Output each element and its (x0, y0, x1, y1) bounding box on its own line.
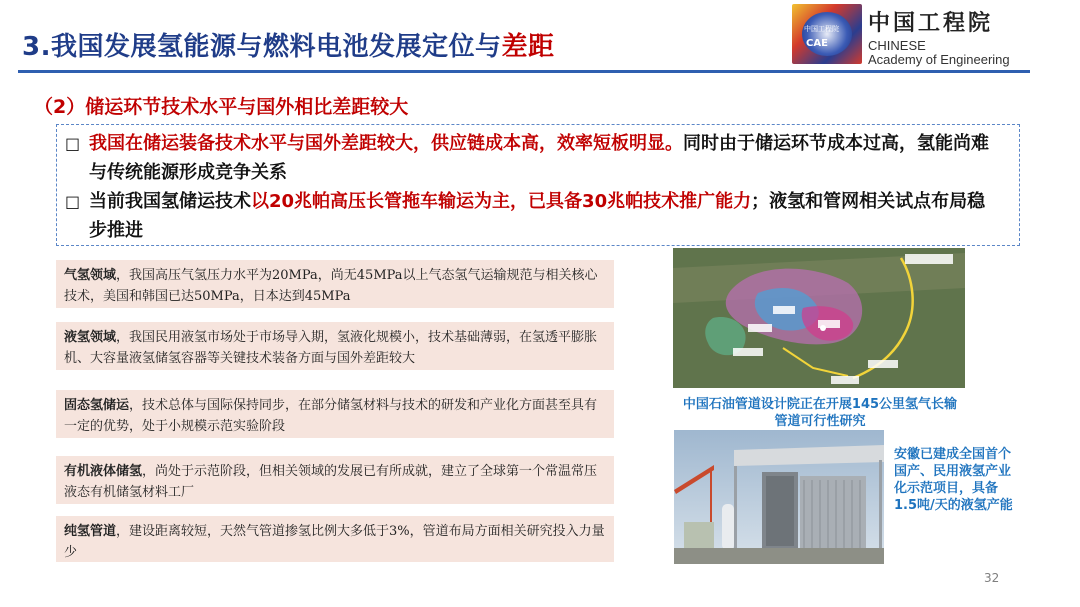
key-point-1-rest: 同时由于储运环节成本过高，氢能尚难与传统能源形成竞争关系 (89, 133, 989, 183)
cae-emblem-small-text: 中国工程院 (804, 25, 839, 33)
map-caption (660, 396, 980, 430)
logo-chinese-name: 中国工程院 (868, 10, 994, 36)
checkbox-bullet-icon: □ (65, 134, 81, 153)
card-gaseous-hydrogen (56, 260, 614, 308)
slide-title (22, 26, 554, 63)
cae-emblem-icon (792, 4, 862, 64)
photo-caption: 安徽已建成全国首个国产、民用液氢产业化示范项目，具备1.5吨/天的液氢产能 (894, 447, 1013, 513)
card-pure-hydrogen-pipeline (56, 516, 614, 562)
key-points-box (56, 124, 1020, 246)
card-lead: 气氢领域 (64, 268, 117, 283)
card-text: ，我国民用液氢市场处于市场导入期，氢液化规模小，技术基础薄弱，在氢透平膨胀机、大容量液氢储氢容器等关键技术装备方面与国外差距较大 (64, 330, 598, 366)
slide-title-accent: 差距 (501, 32, 555, 62)
key-point-2 (65, 187, 1003, 245)
checkbox-bullet-icon: □ (65, 192, 81, 211)
card-lead: 纯氢管道 (64, 524, 117, 539)
pipeline-route-map-image (673, 248, 965, 388)
logo-english-line2: Academy of Engineering (868, 52, 1010, 67)
card-text: ，尚处于示范阶段，但相关领域的发展已有所成就，建立了全球第一个常温常压液态有机储氢材料工厂 (64, 464, 598, 500)
card-liquid-hydrogen (56, 322, 614, 370)
card-solid-storage (56, 390, 614, 438)
key-point-2-text (89, 187, 1003, 245)
card-text: ，建设距离较短，天然气管道掺氢比例大多低于3%，管道布局方面相关研究投入力量少 (64, 524, 605, 560)
key-point-1 (65, 129, 1003, 187)
liquid-hydrogen-plant-photo (674, 430, 884, 564)
card-organic-liquid (56, 456, 614, 504)
logo-english-line1: CHINESE (868, 38, 926, 53)
card-lead: 有机液体储氢 (64, 464, 143, 479)
key-point-1-text (89, 129, 1003, 187)
card-lead: 液氢领域 (64, 330, 117, 345)
card-text: ，技术总体与国际保持同步，在部分储氢材料与技术的研发和产业化方面甚至具有一定的优势，处于小规模示范实验阶段 (64, 398, 598, 434)
cae-logo (792, 4, 1030, 68)
page-number: 32 (984, 571, 1000, 585)
cae-emblem-globe (802, 12, 852, 56)
card-text: ，我国高压气氢压力水平为20MPa，尚无45MPa以上气态氢气运输规范与相关核心技术，美国和韩国已达50MPa，日本达到45MPa (64, 268, 598, 304)
key-point-1-highlight: 我国在储运装备技术水平与国外差距较大，供应链成本高，效率短板明显。 (89, 133, 683, 154)
map-caption-line2: 管道可行性研究 (774, 414, 866, 429)
map-caption-line1: 中国石油管道设计院正在开展145公里氢气长输 (682, 397, 958, 412)
slide-title-main: 3.我国发展氢能源与燃料电池发展定位与 (22, 32, 502, 62)
key-point-2-highlight: 以20兆帕高压长管拖车输运为主，已具备30兆帕技术推广能力 (251, 191, 752, 212)
cae-emblem-text: CAE (806, 38, 828, 49)
card-lead: 固态氢储运 (64, 398, 130, 413)
title-underline (18, 70, 1030, 73)
key-point-2-start: 当前我国氢储运技术 (89, 191, 251, 212)
section-subtitle: （2）储运环节技术水平与国外相比差距较大 (34, 96, 409, 118)
key-point-2-rest: ；液氢和管网相关试点布局稳步推进 (89, 191, 986, 241)
